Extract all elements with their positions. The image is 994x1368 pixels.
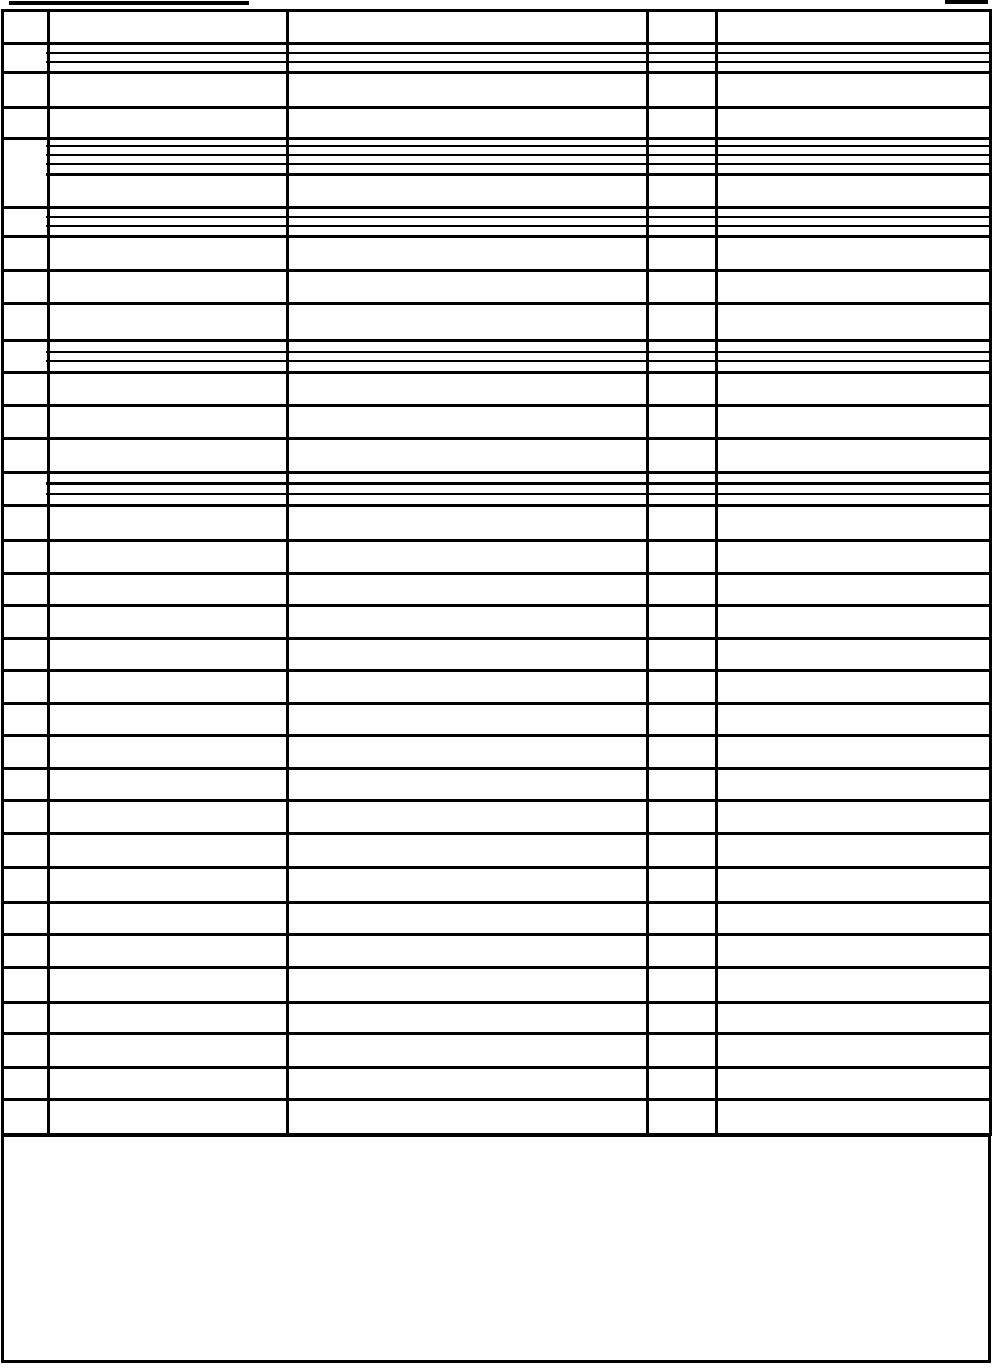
sub-row-line-0 — [46, 52, 991, 54]
grid-hline-20 — [1, 669, 992, 672]
grid-hline-17 — [1, 572, 992, 575]
sub-row-line-6 — [46, 216, 991, 218]
grid-hline-15 — [1, 504, 992, 507]
grid-hline-28 — [1, 933, 992, 936]
grid-hline-21 — [1, 702, 992, 705]
grid-hline-8 — [1, 269, 992, 272]
grid-hline-13 — [1, 437, 992, 440]
grid-hline-14 — [1, 471, 992, 474]
sub-row-line-8 — [46, 351, 991, 353]
grid-hline-5 — [1, 137, 992, 140]
grid-hline-4 — [1, 106, 992, 109]
sub-row-line-7 — [46, 225, 991, 227]
sub-row-line-3 — [46, 154, 991, 156]
grid-hline-29 — [1, 966, 992, 969]
sub-row-line-11 — [46, 493, 991, 495]
grid-hline-25 — [1, 832, 992, 835]
sub-row-line-1 — [46, 61, 991, 63]
grid-hline-16 — [1, 539, 992, 542]
grid-hline-2 — [1, 42, 992, 45]
grid-hline-33 — [1, 1098, 992, 1101]
grid-hline-23 — [1, 767, 992, 770]
grid-hline-10 — [1, 339, 992, 342]
grid-hline-11 — [1, 371, 992, 374]
sub-row-line-4 — [46, 163, 991, 165]
grid-hline-6 — [1, 206, 992, 209]
grid-hline-0 — [1, 9, 992, 12]
notes-box — [1, 1134, 991, 1363]
grid-hline-27 — [1, 901, 992, 904]
sub-row-line-10 — [46, 482, 991, 485]
grid-hline-31 — [1, 1032, 992, 1035]
grid-hline-18 — [1, 604, 992, 607]
grid-hline-22 — [1, 734, 992, 737]
sub-row-line-9 — [46, 360, 991, 362]
grid-hline-7 — [1, 235, 992, 238]
sub-row-line-5 — [46, 173, 991, 176]
grid-hline-24 — [1, 799, 992, 802]
grid-hline-3 — [1, 71, 992, 74]
sub-row-line-2 — [46, 145, 991, 147]
grid-hline-32 — [1, 1066, 992, 1069]
grid-hline-19 — [1, 637, 992, 640]
grid-hline-9 — [1, 302, 992, 305]
grid-hline-26 — [1, 866, 992, 869]
grid-hline-12 — [1, 404, 992, 407]
grid-hline-30 — [1, 1001, 992, 1004]
